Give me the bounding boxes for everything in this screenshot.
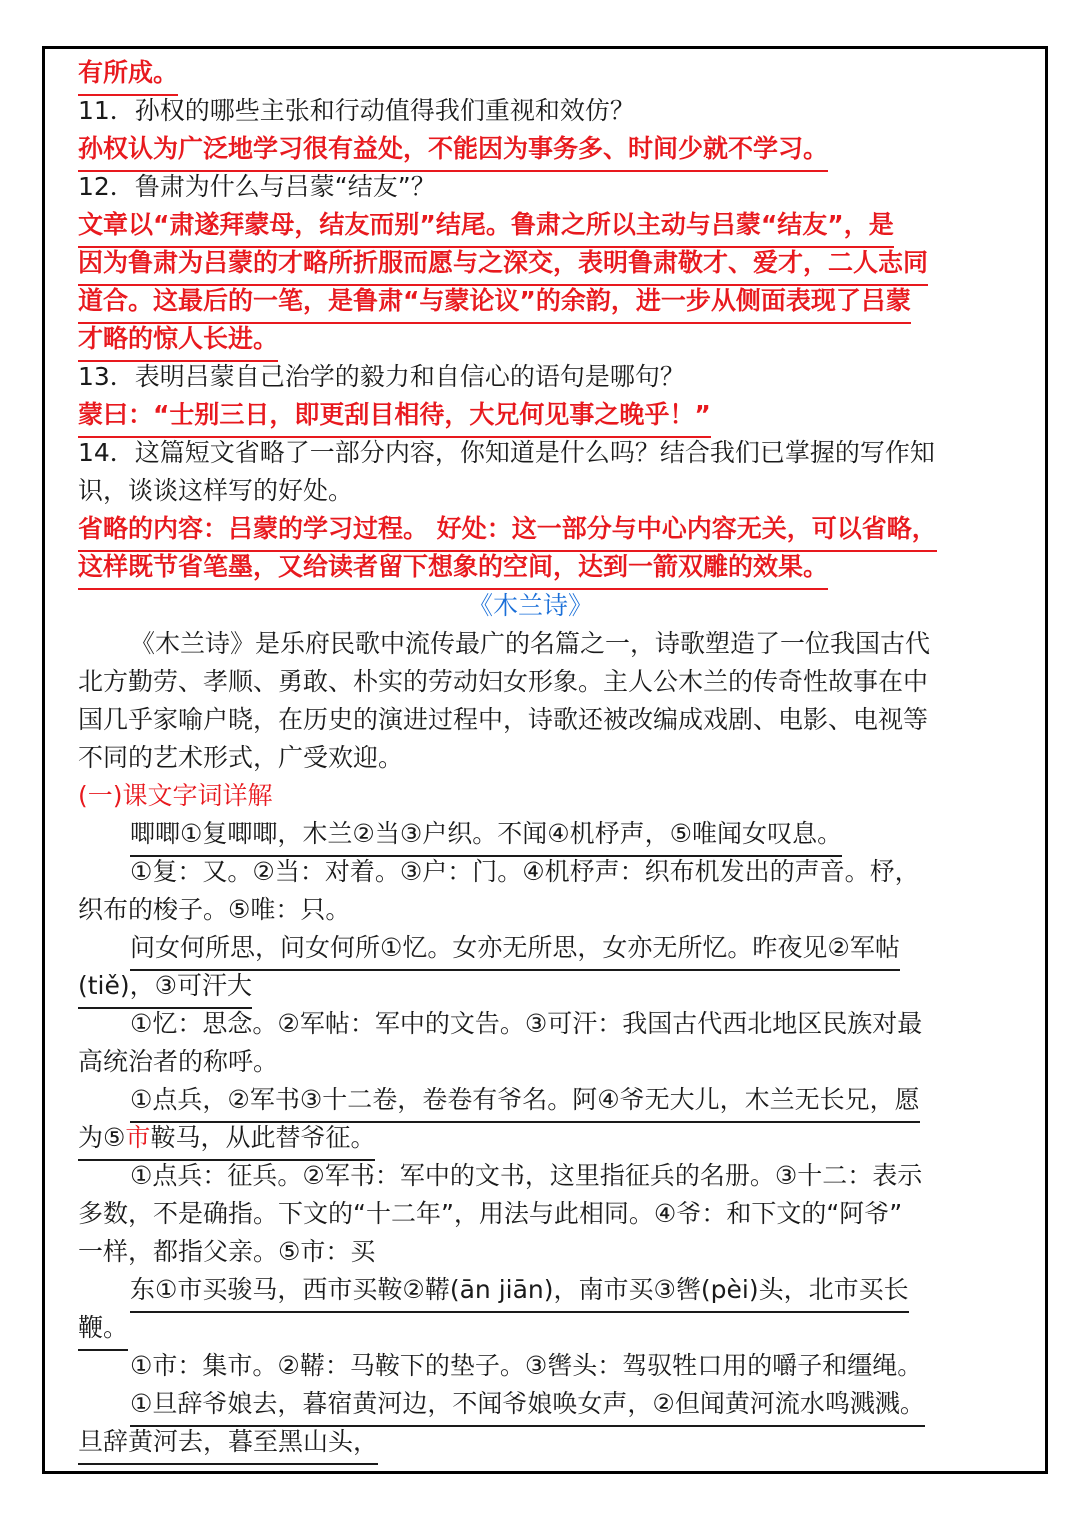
answer-14-line-1: 省略的内容：吕蒙的学习过程。 好处：这一部分与中心内容无关，可以省略， (78, 512, 937, 552)
poem-line-9: 旦辞黄河去，暮至黑山头， (78, 1425, 378, 1465)
note-line-4: 高统治者的称呼。 (78, 1047, 279, 1076)
intro-line-1: 《木兰诗》是乐府民歌中流传最广的名篇之一，诗歌塑造了一位我国古代 (130, 629, 931, 658)
highlighted-char: 市 (125, 1123, 151, 1152)
note-line-1: ①复：又。②当：对着。③户：门。④机杼声：织布机发出的声音。杼， (130, 857, 920, 886)
answer-12-line-1: 文章以“肃遂拜蒙母，结友而别”结尾。鲁肃之所以主动与吕蒙“结友”，是 (78, 208, 894, 248)
subsection-heading: (一)课文字词详解 (78, 781, 273, 810)
poem-line-3: (tiě)，③可汗大 (78, 969, 252, 1009)
intro-line-2: 北方勤劳、孝顺、勇敢、朴实的劳动妇女形象。主人公木兰的传奇性故事在中 (78, 667, 929, 696)
poem-line-2: 问女何所思，问女何所①忆。女亦无所思，女亦无所忆。昨夜见②军帖 (130, 931, 900, 971)
intro-line-4: 不同的艺术形式，广受欢迎。 (78, 743, 404, 772)
question-12: 12．鲁肃为什么与吕蒙“结友”？ (78, 172, 436, 201)
note-line-8: ①市：集市。②鞯：马鞍下的垫子。③辔头：驾驭牲口用的嚼子和缰绳。 (130, 1351, 923, 1380)
note-line-2: 织布的梭子。⑤唯：只。 (78, 895, 351, 924)
note-line-7: 一样，都指父亲。⑤市：买 (78, 1237, 376, 1266)
poem-line-5-end: 鞍马，从此替爷征。 (150, 1123, 376, 1152)
answer-13: 蒙曰：“士别三日，即更刮目相待，大兄何见事之晚乎！” (78, 398, 711, 438)
answer-12-line-2: 因为鲁肃为吕蒙的才略所折服而愿与之深交，表明鲁肃敬才、爱才，二人志同 (78, 246, 928, 286)
intro-line-3: 国几乎家喻户晓，在历史的演进过程中，诗歌还被改编成戏剧、电影、电视等 (78, 705, 929, 734)
poem-line-5-start: 为⑤ (78, 1123, 126, 1152)
poem-line-5 (78, 1121, 375, 1161)
poem-line-8: ①旦辞爷娘去，暮宿黄河边，不闻爷娘唤女声，②但闻黄河流水鸣溅溅。 (130, 1387, 925, 1427)
question-13: 13．表明吕蒙自己治学的毅力和自信心的语句是哪句？ (78, 362, 685, 391)
answer-14-line-2: 这样既节省笔墨，又给读者留下想象的空间，达到一箭双雕的效果。 (78, 550, 828, 590)
section-title: 《木兰诗》 (468, 591, 594, 620)
poem-line-4: ①点兵，②军书③十二卷，卷卷有爷名。阿④爷无大儿，木兰无长兄，愿 (130, 1083, 920, 1123)
question-14-line-2: 识，谈谈这样写的好处。 (78, 476, 354, 505)
poem-line-6: 东①市买骏马，西市买鞍②鞯(ān jiān)，南市买③辔(pèi)头，北市买长 (130, 1273, 909, 1313)
answer-line: 有所成。 (78, 56, 178, 96)
note-line-3: ①忆：思念。②军帖：军中的文告。③可汗：我国古代西北地区民族对最 (130, 1009, 923, 1038)
question-11: 11．孙权的哪些主张和行动值得我们重视和效仿？ (78, 96, 635, 125)
question-14-line-1: 14．这篇短文省略了一部分内容，你知道是什么吗？结合我们已掌握的写作知 (78, 438, 935, 467)
note-line-6: 多数，不是确指。下文的“十二年”，用法与此相同。④爷：和下文的“阿爷” (78, 1199, 903, 1228)
answer-12-line-3: 道合。这最后的一笔，是鲁肃“与蒙论议”的余韵，进一步从侧面表现了吕蒙 (78, 284, 911, 324)
answer-12-line-4: 才略的惊人长进。 (78, 322, 278, 362)
poem-line-7: 鞭。 (78, 1311, 128, 1351)
note-line-5: ①点兵：征兵。②军书：军中的文书，这里指征兵的名册。③十二：表示 (130, 1161, 923, 1190)
poem-line-1: 唧唧①复唧唧，木兰②当③户织。不闻④机杼声，⑤唯闻女叹息。 (130, 817, 842, 857)
answer-11: 孙权认为广泛地学习很有益处，不能因为事务多、时间少就不学习。 (78, 132, 828, 172)
